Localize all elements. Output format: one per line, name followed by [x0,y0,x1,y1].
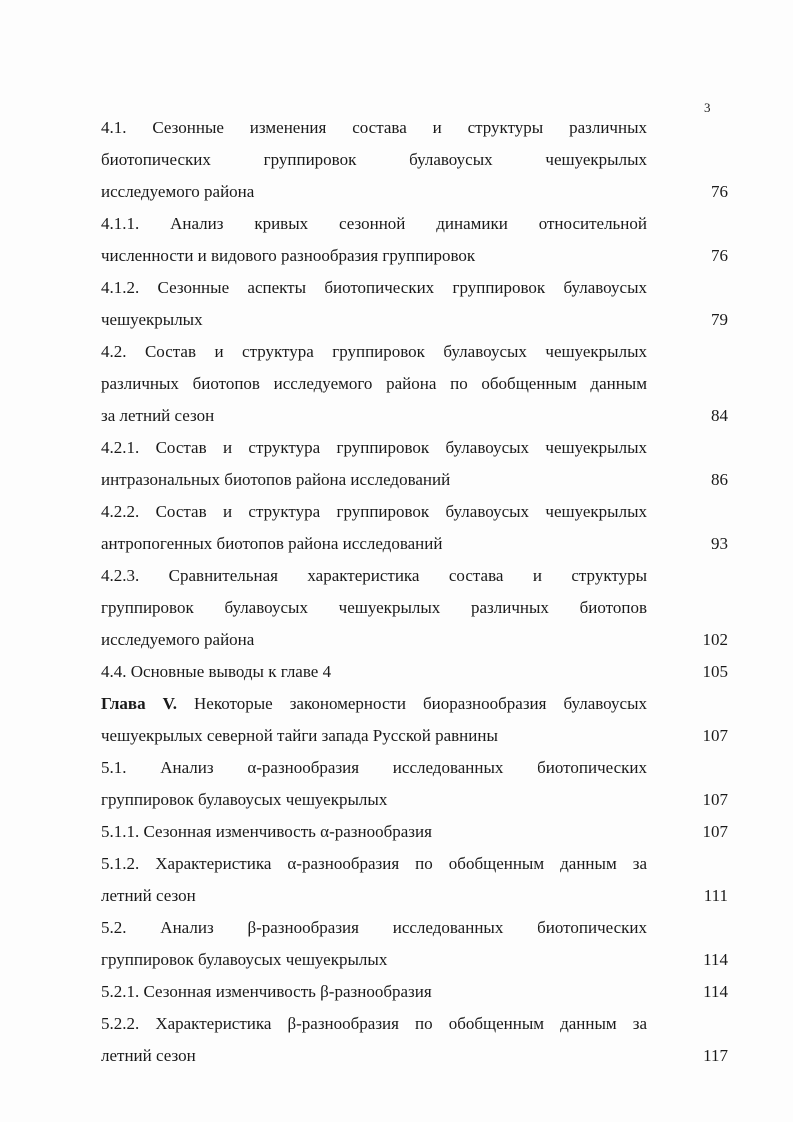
toc-entry-line: 4.2.2. Состав и структура группировок булавоусых чешуекрылых [101,502,647,521]
toc-entry [101,432,728,496]
toc-entry [101,656,728,688]
toc-entry [101,560,728,656]
toc-page-number: 76 [711,182,728,201]
toc-entry-line: биотопических группировок булавоусых чешуекрылых [101,150,647,169]
toc-page-number: 114 [703,982,728,1001]
toc-entry [101,112,728,208]
toc-page-number: 114 [703,950,728,969]
toc-entry-line: антропогенных биотопов района исследований [101,534,443,553]
toc-entry-line: группировок булавоусых чешуекрылых различных биотопов [101,598,647,617]
toc-entry [101,272,728,336]
toc-page-number: 79 [711,310,728,329]
toc-entry-line: различных биотопов исследуемого района по обобщенным данным [101,374,647,393]
toc-entry [101,688,728,752]
toc-entry-line: 4.1.1. Анализ кривых сезонной динамики относительной [101,214,647,233]
toc-entry-line [101,688,647,720]
toc-page-number: 105 [702,662,728,681]
toc-entry-line: 4.1. Сезонные изменения состава и структуры различных [101,118,647,137]
toc-entry [101,976,728,1008]
toc-entry [101,1008,728,1072]
toc-page-number: 93 [711,534,728,553]
toc-page-number: 111 [703,886,728,905]
toc-page-number: 102 [702,630,728,649]
toc-page-number: 86 [711,470,728,489]
toc-entry-line: интразональных биотопов района исследований [101,470,451,489]
chapter-heading-label: Глава V. [101,694,177,713]
toc-entry [101,848,728,912]
toc-entry [101,912,728,976]
toc-entry-line: 5.1. Анализ α-разнообразия исследованных биотопических [101,758,647,777]
toc-entry [101,752,728,816]
toc-page-number: 107 [702,822,728,841]
toc-entry-line: 4.1.2. Сезонные аспекты биотопических группировок булавоусых [101,278,647,297]
toc-entry-line: 5.1.2. Характеристика α-разнообразия по обобщенным данным за [101,854,647,873]
toc-page-number: 107 [702,790,728,809]
toc-entry-line: 4.2.1. Состав и структура группировок булавоусых чешуекрылых [101,438,647,457]
toc-entry-line: летний сезон [101,1046,196,1065]
toc-entry-line: 5.1.1. Сезонная изменчивость α-разнообразия [101,822,432,841]
toc-page-number: 84 [711,406,728,425]
toc-page-number: 117 [703,1046,728,1065]
toc-entry-line: 4.2. Состав и структура группировок булавоусых чешуекрылых [101,342,647,361]
toc-entry [101,496,728,560]
toc-entry-line: 4.4. Основные выводы к главе 4 [101,662,332,681]
toc-entry-line: 5.2. Анализ β-разнообразия исследованных биотопических [101,918,647,937]
toc-entry [101,816,728,848]
toc-entry-line: 5.2.1. Сезонная изменчивость β-разнообразия [101,982,432,1001]
chapter-heading-text: Некоторые закономерности биоразнообразия булавоусых [176,694,647,713]
toc-page-number: 76 [711,246,728,265]
toc-entry-line: за летний сезон [101,406,215,425]
toc-entry-line: чешуекрылых северной тайги запада Русской равнины [101,726,498,745]
toc-entry-line: 4.2.3. Сравнительная характеристика состава и структуры [101,566,647,585]
toc-entry [101,208,728,272]
toc-entry-line: исследуемого района [101,630,255,649]
toc-entry-line: исследуемого района [101,182,255,201]
toc-entry-line: численности и видового разнообразия группировок [101,246,476,265]
toc-entry-line: группировок булавоусых чешуекрылых [101,950,388,969]
toc-entry-line: летний сезон [101,886,196,905]
toc-entry-line: чешуекрылых [101,310,203,329]
toc-entry-line: группировок булавоусых чешуекрылых [101,790,388,809]
toc-entry [101,336,728,432]
page-number: 3 [704,100,711,115]
toc-entry-line: 5.2.2. Характеристика β-разнообразия по обобщенным данным за [101,1014,647,1033]
toc-page-number: 107 [702,726,728,745]
